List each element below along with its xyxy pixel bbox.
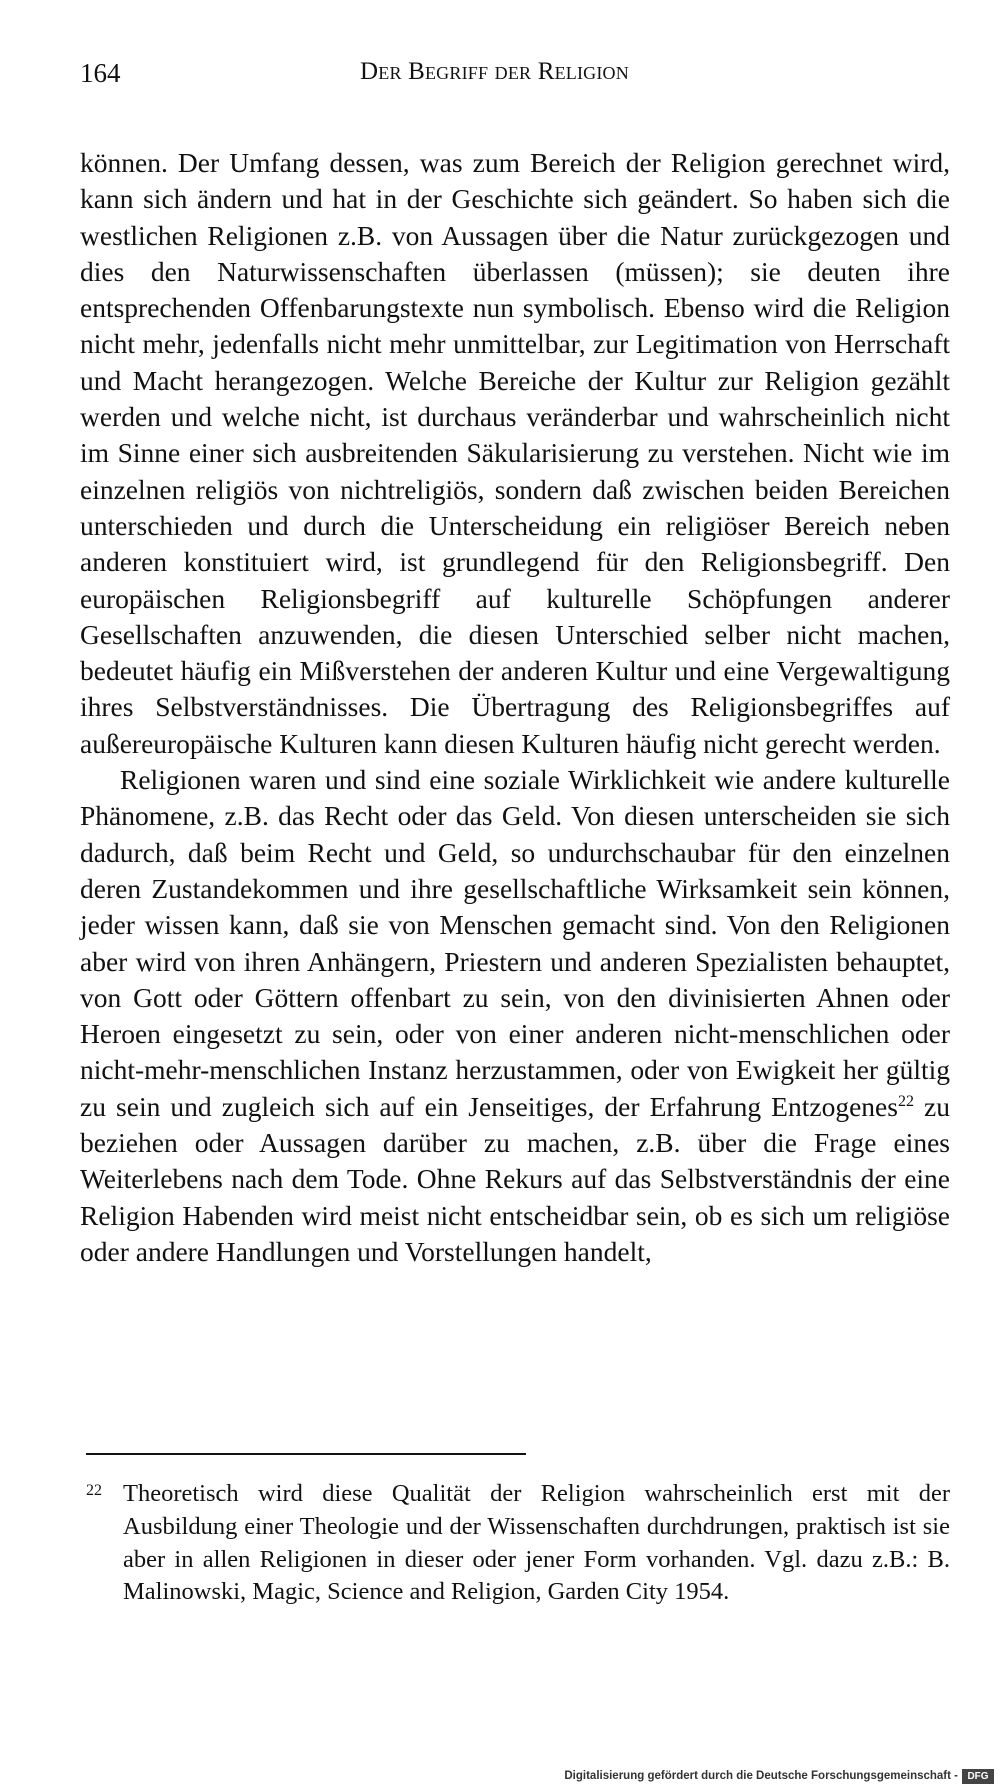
footnote-divider: [86, 1453, 526, 1455]
paragraph-2: [80, 762, 950, 1270]
footnote-22: [80, 1478, 950, 1609]
main-text: [80, 145, 950, 1270]
paragraph-1: können. Der Umfang dessen, was zum Bereich der Religion gerechnet wird, kann sich ändern und hat in der Geschichte sich geändert. So haben sich die westlichen Religionen z.B. von Aussagen über die Natur zurückgezogen und dies den Naturwissenschaften überlassen (müssen); sie deuten ihre entsprechenden Offenbarungstexte nun symbolisch. Ebenso wird die Religion nicht mehr, jedenfalls nicht mehr unmittelbar, zur Legitimation von Herrschaft und Macht herangezogen. Welche Bereiche der Kultur zur Religion gezählt werden und welche nicht, ist durchaus veränderbar und wahrscheinlich nicht im Sinne einer sich ausbreitenden Säkularisierung zu verstehen. Nicht wie im einzelnen religiös von nichtreligiös, sondern daß zwischen beiden Bereichen unterschieden und durch die Unterscheidung ein religiöser Bereich neben anderen konstituiert wird, ist grundlegend für den Religionsbegriff. Den europäischen Religionsbegriff auf kulturelle Schöpfungen anderer Gesellschaften anzuwenden, die diesen Unterschied selber nicht machen, bedeutet häufig ein Mißverstehen der anderen Kultur und eine Vergewaltigung ihres Selbstverständnisses. Die Übertragung des Religionsbegriffes auf außereuropäische Kulturen kann diesen Kulturen häufig nicht gerecht werden.: [80, 147, 950, 759]
footnote-number: 22: [86, 1482, 102, 1499]
footnote-text: Theoretisch wird diese Qualität der Religion wahrscheinlich erst mit der Ausbildung einer Theologie und der Wissenschaften durchdrungen, praktisch ist sie aber in allen Religionen in dieser oder jener Form vorhanden. Vgl. dazu z.B.: B. Malinowski, Magic, Science and Religion, Garden City 1954.: [123, 1480, 950, 1606]
page-header: [80, 58, 950, 102]
dfg-logo-icon: DFG: [962, 1769, 994, 1784]
page-number: 164: [80, 58, 121, 88]
paragraph-2-part-2: zu beziehen oder Aussagen darüber zu machen, z.B. über die Frage eines Weiterlebens nach dem Tode. Ohne Rekurs auf das Selbstverständnis der eine Religion Habenden wird meist nicht entscheidbar sein, ob es sich um religiöse oder andere Handlungen und Vorstellungen handelt,: [80, 1090, 950, 1267]
footnote-reference-22[interactable]: 22: [897, 1092, 914, 1110]
running-title: Der Begriff der Religion: [360, 58, 629, 85]
paragraph-2-part-1: Religionen waren und sind eine soziale Wirklichkeit wie andere kulturelle Phänomene, z.B. das Recht oder das Geld. Von diesen unterscheiden sie sich dadurch, daß beim Recht und Geld, so undurchschaubar für den einzelnen deren Zustandekommen und ihre gesellschaftliche Wirksamkeit sein können, jeder wissen kann, daß sie von Menschen gemacht sind. Von den Religionen aber wird von ihren Anhängern, Priestern und anderen Spezialisten behauptet, von Gott oder Göttern offenbart zu sein, von den divinisierten Ahnen oder Heroen eingesetzt zu sein, oder von einer anderen nicht-menschlichen oder nicht-mehr-menschlichen Instanz herzustammen, oder von Ewigkeit her gültig zu sein und zugleich sich auf ein Jenseitiges, der Erfahrung Entzogenes: [80, 764, 950, 1122]
digitization-attribution: Digitalisierung gefördert durch die Deutsche Forschungsgemeinschaft -: [564, 1770, 958, 1782]
